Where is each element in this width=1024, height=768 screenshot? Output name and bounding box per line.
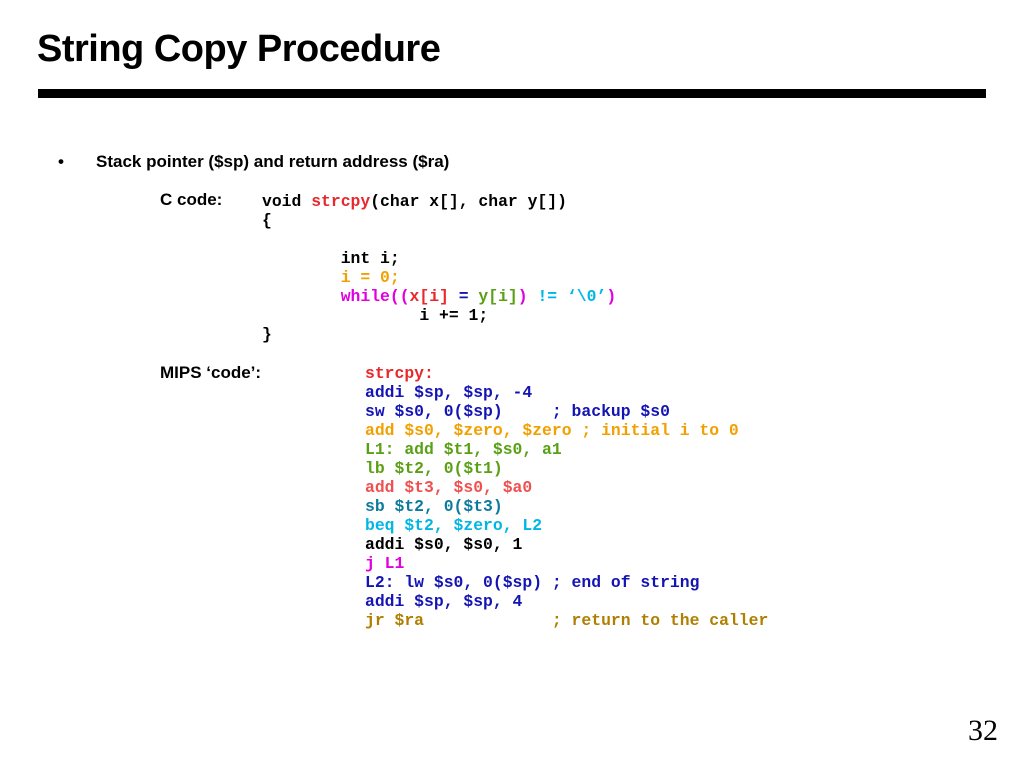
title-underline	[38, 89, 986, 98]
mips-code-line	[365, 440, 768, 459]
c-code-line	[262, 287, 616, 306]
code-token: sw $s0, 0($sp) ; backup $s0	[365, 402, 670, 421]
c-code-label: C code:	[160, 190, 223, 209]
code-token: != ‘\0’	[527, 287, 607, 306]
code-token: addi $s0, $s0, 1	[365, 535, 523, 554]
code-token: int i;	[262, 249, 400, 268]
bullet-text: Stack pointer ($sp) and return address ($ra)	[96, 152, 450, 171]
code-token: L1: add $t1, $s0, a1	[365, 440, 562, 459]
mips-code-line	[365, 478, 768, 497]
mips-code-line	[365, 402, 768, 421]
code-token: {	[262, 211, 272, 230]
mips-code-block	[365, 364, 768, 630]
code-token: jr $ra ; return to the caller	[365, 611, 769, 630]
code-token: add $t3, $s0, $a0	[365, 478, 533, 497]
slide-title: String Copy Procedure	[37, 28, 441, 70]
code-token: void	[262, 192, 312, 211]
code-token: sb $t2, 0($t3)	[365, 497, 503, 516]
code-token: strcpy:	[365, 364, 434, 383]
code-token: }	[262, 325, 272, 344]
mips-code-line	[365, 421, 768, 440]
code-token: (char x[], char y[])	[370, 192, 567, 211]
code-token: strcpy	[311, 192, 371, 211]
mips-code-label: MIPS ‘code’:	[160, 363, 262, 382]
c-code-block	[262, 192, 616, 344]
code-token: beq $t2, $zero, L2	[365, 516, 543, 535]
mips-code-line	[365, 554, 768, 573]
page-number: 32	[968, 714, 998, 747]
code-token: x[i]	[409, 287, 449, 306]
mips-code-line	[365, 573, 768, 592]
code-token: j L1	[365, 554, 405, 573]
mips-code-line	[365, 516, 768, 535]
code-token: while((	[262, 287, 410, 306]
code-token: addi $sp, $sp, -4	[365, 383, 533, 402]
c-code-line	[262, 249, 616, 268]
c-code-line	[262, 211, 616, 230]
c-code-line	[262, 268, 616, 287]
code-token: addi $sp, $sp, 4	[365, 592, 523, 611]
mips-code-line	[365, 459, 768, 478]
c-code-line	[262, 192, 616, 211]
mips-code-line	[365, 535, 768, 554]
c-code-line	[262, 325, 616, 344]
mips-code-line	[365, 383, 768, 402]
mips-code-line	[365, 592, 768, 611]
code-token: i = 0;	[262, 268, 400, 287]
code-token: =	[448, 287, 479, 306]
code-token: y[i]	[478, 287, 518, 306]
c-code-line	[262, 306, 616, 325]
code-token: )	[606, 287, 617, 306]
code-token: )	[517, 287, 528, 306]
mips-code-line	[365, 497, 768, 516]
bullet-marker: •	[58, 152, 64, 171]
mips-code-line	[365, 364, 768, 383]
code-token: lb $t2, 0($t1)	[365, 459, 503, 478]
code-token: i += 1;	[262, 306, 489, 325]
mips-code-line	[365, 611, 768, 630]
c-code-line	[262, 230, 616, 249]
code-token: add $s0, $zero, $zero ; initial i to 0	[365, 421, 739, 440]
code-token: L2: lw $s0, 0($sp) ; end of string	[365, 573, 700, 592]
